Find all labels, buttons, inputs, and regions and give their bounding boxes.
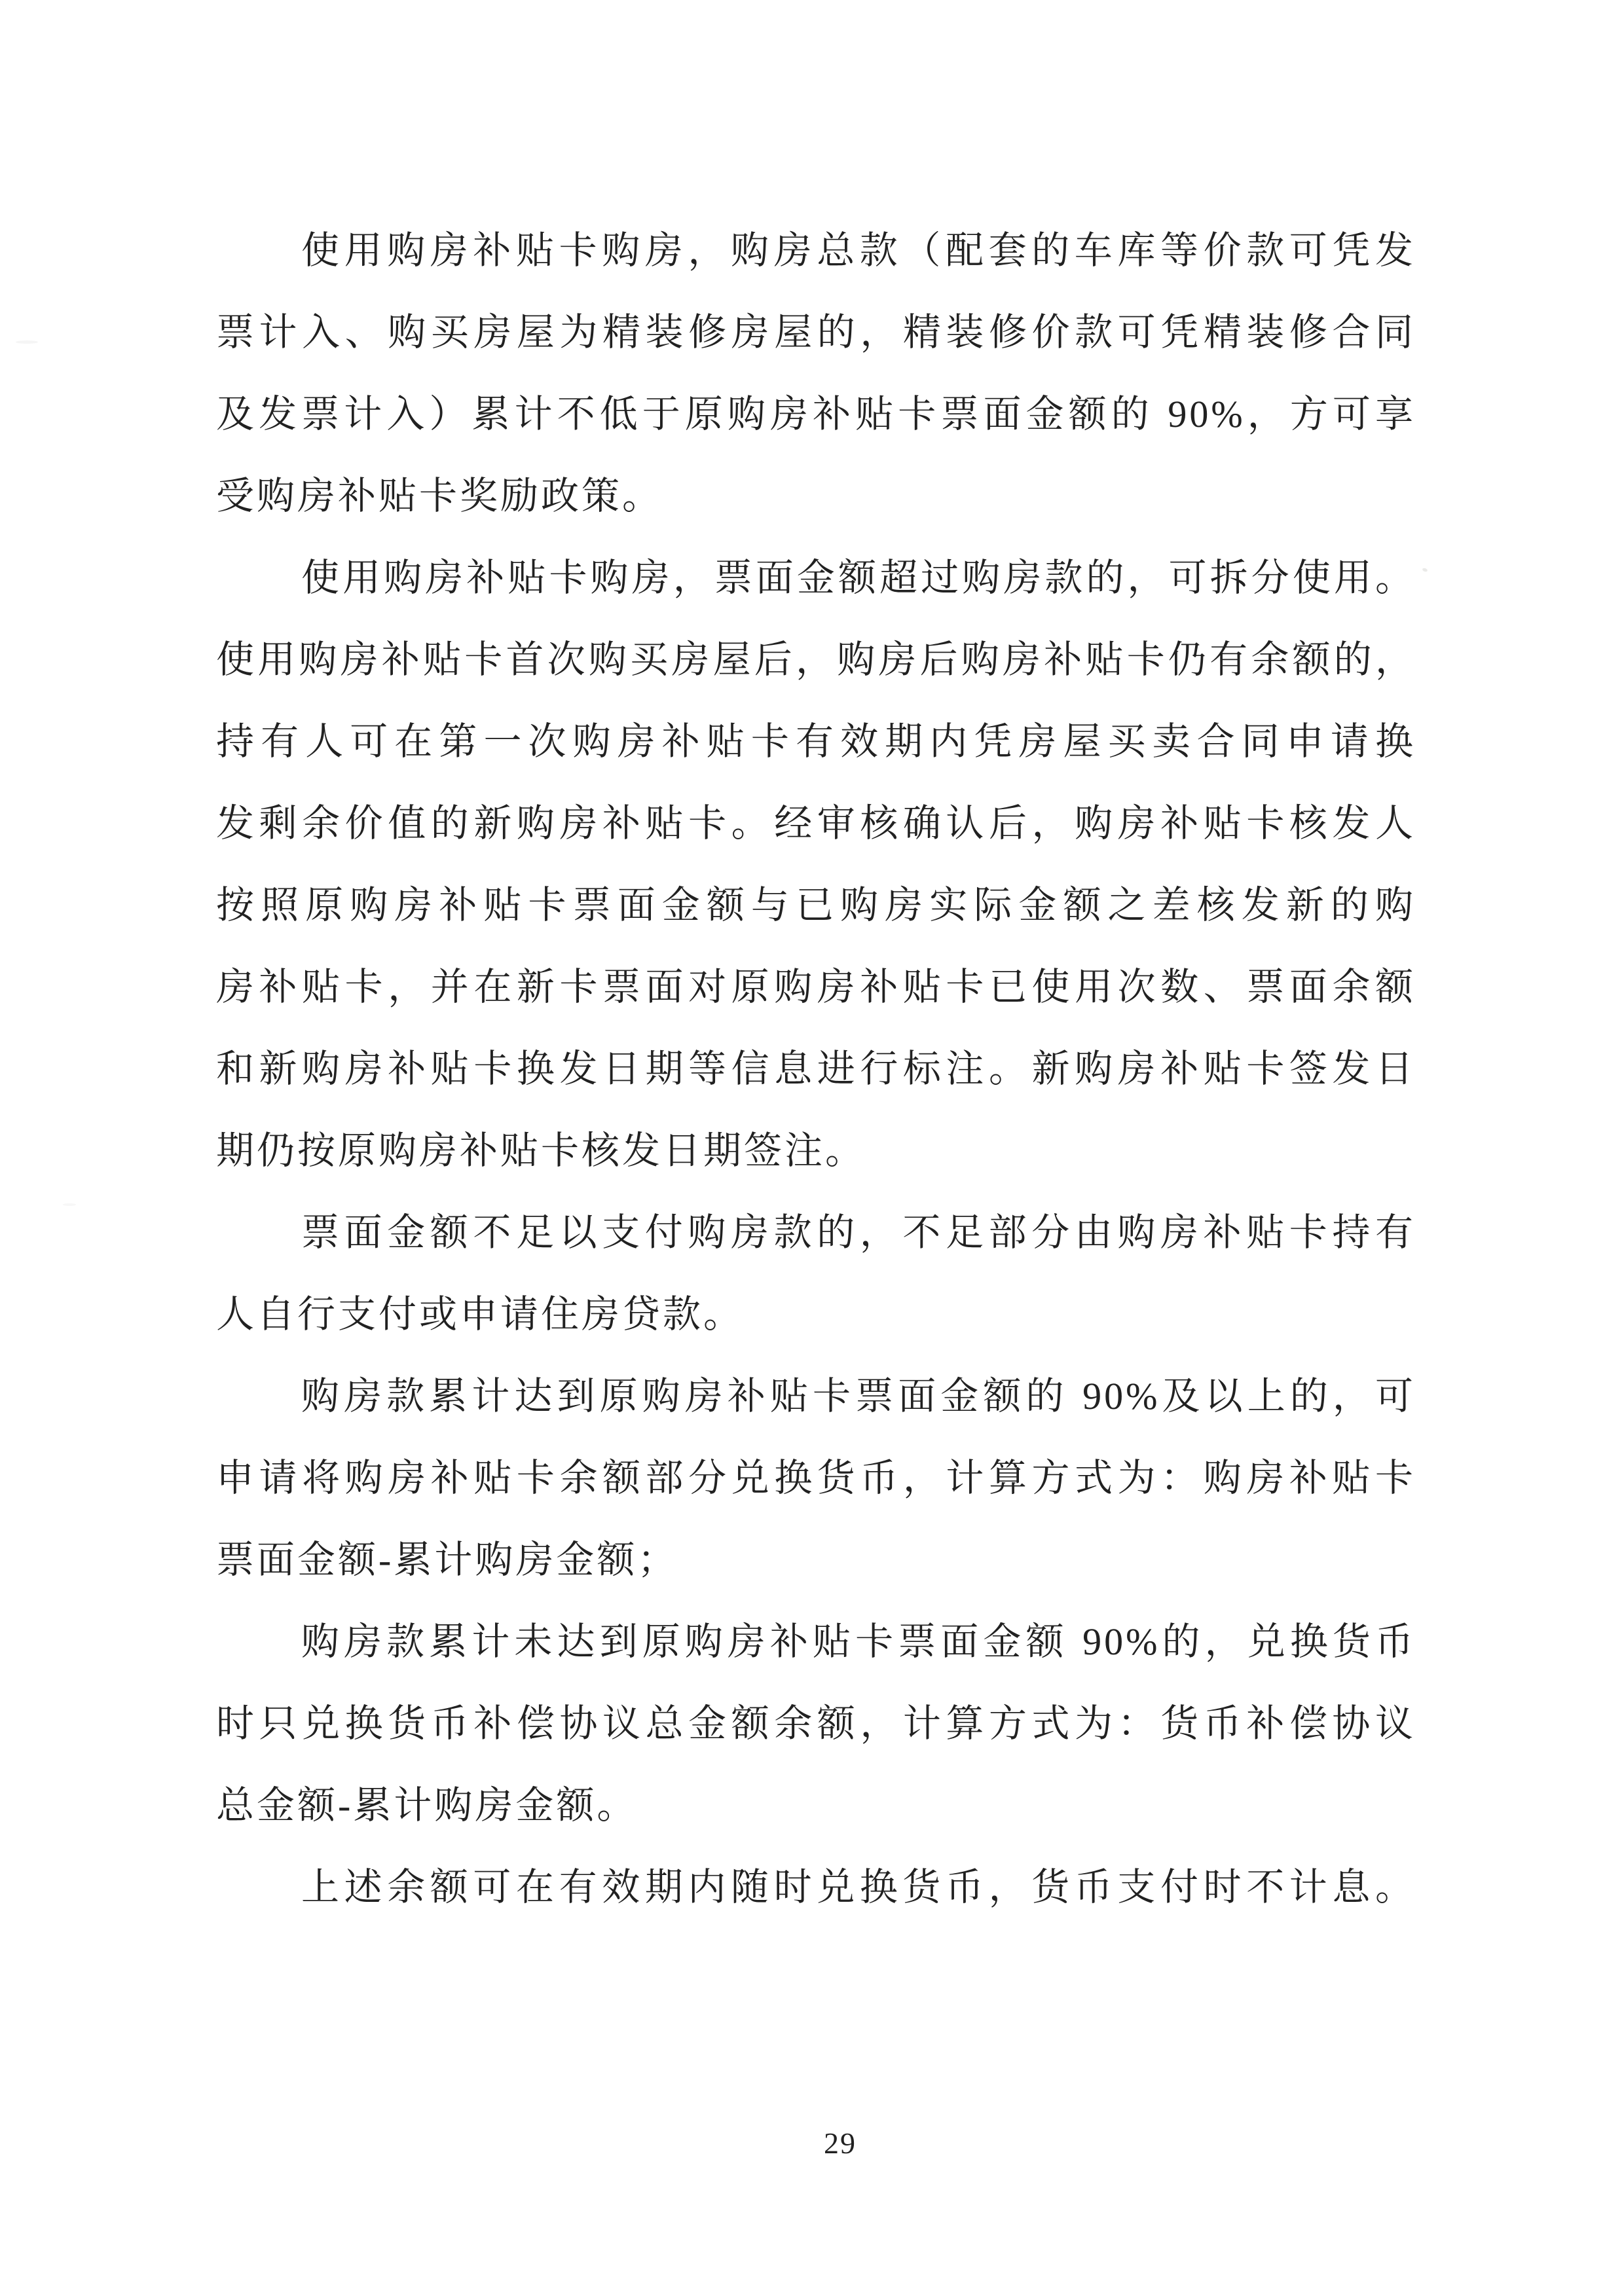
text-line-5: 使用购房补贴卡购房，票面金额超过购房款的，可拆分使用。 bbox=[301, 556, 1416, 599]
text-line-6: 使用购房补贴卡首次购买房屋后，购房后购房补贴卡仍有余额的， bbox=[216, 638, 1416, 681]
text-line-12: 期仍按原购房补贴卡核发日期签注。 bbox=[216, 1129, 866, 1172]
text-line-15: 购房款累计达到原购房补贴卡票面金额的 90%及以上的，可 bbox=[301, 1375, 1416, 1417]
text-line-14: 人自行支付或申请住房贷款。 bbox=[216, 1293, 745, 1336]
text-line-10: 房补贴卡，并在新卡票面对原购房补贴卡已使用次数、票面余额 bbox=[216, 966, 1416, 1008]
text-line-20: 总金额-累计购房金额。 bbox=[216, 1784, 638, 1827]
text-line-4: 受购房补贴卡奖励政策。 bbox=[216, 475, 663, 517]
text-line-1: 使用购房补贴卡购房，购房总款（配套的车库等价款可凭发 bbox=[301, 229, 1416, 272]
text-line-13: 票面金额不足以支付购房款的，不足部分由购房补贴卡持有 bbox=[301, 1211, 1416, 1254]
text-line-18: 购房款累计未达到原购房补贴卡票面金额 90%的，兑换货币 bbox=[301, 1620, 1416, 1663]
text-line-16: 申请将购房补贴卡余额部分兑换货币，计算方式为：购房补贴卡 bbox=[216, 1457, 1416, 1499]
text-line-11: 和新购房补贴卡换发日期等信息进行标注。新购房补贴卡签发日 bbox=[216, 1048, 1416, 1090]
scan-artifact bbox=[1422, 568, 1428, 572]
text-line-9: 按照原购房补贴卡票面金额与已购房实际金额之差核发新的购 bbox=[216, 884, 1416, 926]
body-text bbox=[216, 210, 1416, 1928]
scan-artifact bbox=[63, 1203, 76, 1206]
text-line-2: 票计入、购买房屋为精装修房屋的，精装修价款可凭精装修合同 bbox=[216, 311, 1416, 354]
page-number: 29 bbox=[824, 2126, 857, 2160]
text-line-17: 票面金额-累计购房金额； bbox=[216, 1539, 678, 1581]
text-line-8: 发剩余价值的新购房补贴卡。经审核确认后，购房补贴卡核发人 bbox=[216, 802, 1416, 845]
text-line-7: 持有人可在第一次购房补贴卡有效期内凭房屋买卖合同申请换 bbox=[216, 720, 1416, 763]
text-line-3: 及发票计入）累计不低于原购房补贴卡票面金额的 90%，方可享 bbox=[216, 393, 1416, 435]
text-line-21: 上述余额可在有效期内随时兑换货币，货币支付时不计息。 bbox=[301, 1866, 1416, 1908]
text-line-19: 时只兑换货币补偿协议总金额余额，计算方式为：货币补偿协议 bbox=[216, 1702, 1416, 1745]
scan-artifact bbox=[16, 340, 38, 344]
